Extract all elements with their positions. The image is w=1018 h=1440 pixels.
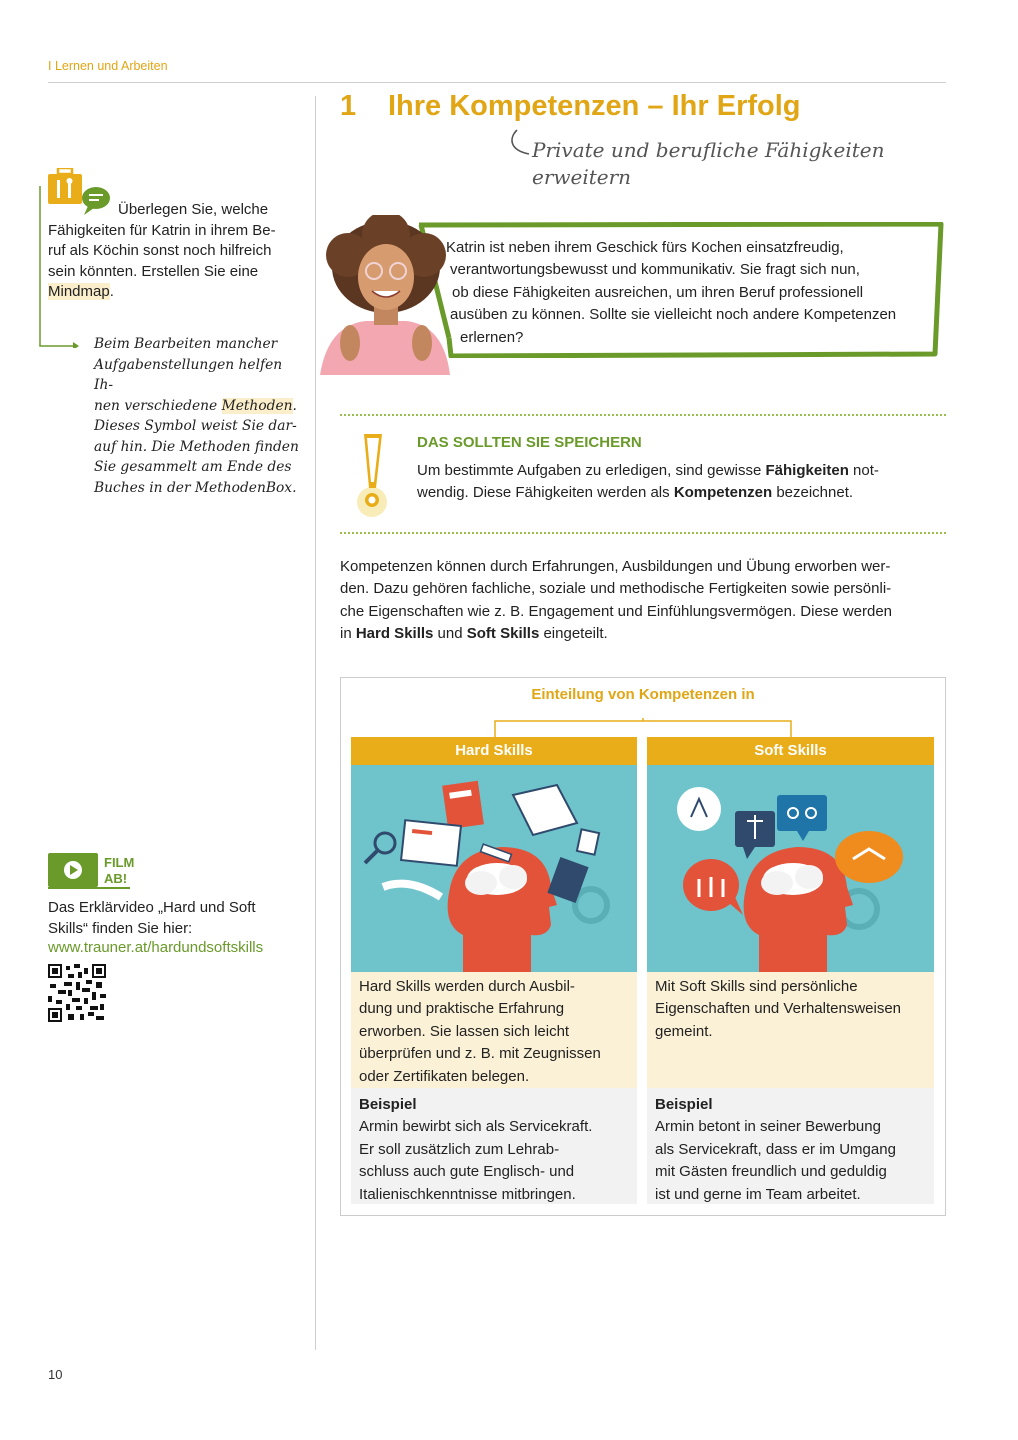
- subtitle-hook: [507, 128, 533, 158]
- hard-skills-heading: Hard Skills: [351, 737, 637, 765]
- scenario-line: erlernen?: [460, 328, 524, 346]
- film-text-line: Das Erklärvideo „Hard und Soft: [48, 899, 256, 916]
- scenario-line: verantwortungsbewusst und kommunikativ. Sie fragt sich nun,: [450, 261, 860, 279]
- film-label-line: FILM: [104, 855, 135, 870]
- soft-skills-example: [647, 1088, 934, 1204]
- example-line: Italienischkenntnisse mitbringen.: [359, 1185, 576, 1203]
- method-line: Beim Bearbeiten mancher: [94, 336, 278, 352]
- hard-skills-example: [351, 1088, 637, 1204]
- methoden-highlight: Methoden: [221, 397, 293, 414]
- example-line: Armin bewirbt sich als Servicekraft.: [359, 1118, 593, 1136]
- intro-line: Kompetenzen können durch Erfahrungen, Ausbildungen und Übung erworben wer-: [340, 558, 891, 575]
- save-box-bottom-rule: [340, 532, 946, 534]
- running-head: I Lernen und Arbeiten: [48, 59, 168, 73]
- method-line: Buches in der MethodenBox.: [94, 479, 297, 496]
- intro-line: den. Dazu gehören fachliche, soziale und methodische Fertigkeiten sowie persönli-: [340, 580, 892, 598]
- header-rule: [48, 82, 946, 83]
- task-line: Fähigkeiten für Katrin in ihrem Be-: [48, 221, 276, 239]
- soft-skills-heading: Soft Skills: [647, 737, 934, 765]
- diagram-title: Einteilung von Kompetenzen in: [531, 686, 755, 703]
- method-line: Sie gesammelt am Ende des: [94, 459, 292, 475]
- subtitle-line: Private und berufliche Fähigkeiten: [532, 138, 885, 162]
- example-line: als Servicekraft, dass er im Umgang: [655, 1140, 896, 1158]
- desc-line: dung und praktische Erfahrung: [359, 1000, 565, 1018]
- chapter-number: 1: [340, 90, 357, 122]
- example-line: schluss auch gute Englisch- und: [359, 1163, 575, 1181]
- example-line: Er soll zusätzlich zum Lehrab-: [359, 1140, 560, 1158]
- soft-skills-illustration: [647, 765, 934, 972]
- desc-line: erworben. Sie lassen sich leicht: [359, 1022, 570, 1040]
- subtitle-line: erweitern: [532, 165, 632, 189]
- film-label-line: AB!: [104, 871, 128, 886]
- save-text: [417, 460, 937, 505]
- intro-line: in Hard Skills und Soft Skills eingeteilt.: [340, 625, 608, 643]
- film-play-icon[interactable]: [48, 853, 98, 887]
- example-line: ist und gerne im Team arbeitet.: [655, 1185, 861, 1203]
- film-rule: [48, 887, 130, 889]
- film-description: [48, 898, 308, 939]
- film-label: [104, 855, 134, 887]
- task-line: ruf als Köchin sonst noch hilfreich: [48, 242, 272, 259]
- hard-skills-description: [351, 972, 637, 1088]
- katrin-portrait: [320, 215, 450, 380]
- soft-skills-description: [647, 972, 934, 1088]
- subtitle: [532, 137, 932, 191]
- scenario-text: [444, 237, 924, 349]
- method-line: Aufgabenstellungen helfen Ih-: [94, 356, 283, 393]
- scenario-line: ausüben zu können. Sollte sie vielleicht noch andere Kompetenzen: [450, 306, 897, 324]
- example-line: mit Gästen freundlich und geduldig: [655, 1163, 887, 1181]
- save-box-top-rule: [340, 414, 946, 416]
- column-rule: [315, 96, 316, 1350]
- example-label: Beispiel: [359, 1096, 417, 1113]
- page-title: Ihre Kompetenzen – Ihr Erfolg: [388, 90, 801, 122]
- intro-paragraph: [340, 556, 946, 646]
- method-line: auf hin. Die Methoden finden: [94, 438, 299, 455]
- task-line: Überlegen Sie, welche: [118, 201, 269, 218]
- method-line: Dieses Symbol weist Sie dar-: [94, 418, 297, 434]
- desc-line: Hard Skills werden durch Ausbil-: [359, 978, 575, 995]
- example-line: Armin betont in seiner Bewerbung: [655, 1118, 881, 1136]
- desc-line: gemeint.: [655, 1022, 713, 1040]
- task-instruction: [48, 200, 296, 303]
- mindmap-highlight: Mindmap: [48, 283, 110, 300]
- page-number: 10: [48, 1367, 63, 1382]
- desc-line: oder Zertifikaten belegen.: [359, 1067, 530, 1085]
- intro-line: che Eigenschaften wie z. B. Engagement und Einfühlungsvermögen. Diese werden: [340, 602, 893, 620]
- example-label: Beispiel: [655, 1096, 713, 1113]
- save-heading: DAS SOLLTEN SIE SPEICHERN: [417, 434, 642, 451]
- desc-line: Eigenschaften und Verhaltensweisen: [655, 1000, 902, 1018]
- method-note: [94, 334, 299, 498]
- diagram-connector: [494, 718, 792, 738]
- method-line: nen verschiedene Methoden.: [94, 397, 297, 414]
- desc-line: überprüfen und z. B. mit Zeugnissen: [359, 1045, 601, 1063]
- task-line: sein könnten. Erstellen Sie eine: [48, 262, 259, 280]
- film-text-line: Skills“ finden Sie hier:: [48, 919, 193, 937]
- desc-line: Mit Soft Skills sind persönliche: [655, 978, 858, 995]
- scenario-line: ob diese Fähigkeiten ausreichen, um ihren Beruf professionell: [452, 283, 864, 301]
- scenario-line: Katrin ist neben ihrem Geschick fürs Kochen einsatzfreudig,: [446, 239, 844, 256]
- save-line: Um bestimmte Aufgaben zu erledigen, sind gewisse Fähigkeiten not-: [417, 462, 879, 479]
- film-link[interactable]: www.trauner.at/hardundsoftskills: [48, 939, 264, 956]
- task-line: Mindmap.: [48, 283, 114, 300]
- save-line: wendig. Diese Fähigkeiten werden als Kompetenzen bezeichnet.: [417, 484, 854, 502]
- exclamation-icon: [352, 432, 392, 518]
- qr-code-icon[interactable]: [48, 964, 106, 1022]
- hard-skills-illustration: [351, 765, 637, 972]
